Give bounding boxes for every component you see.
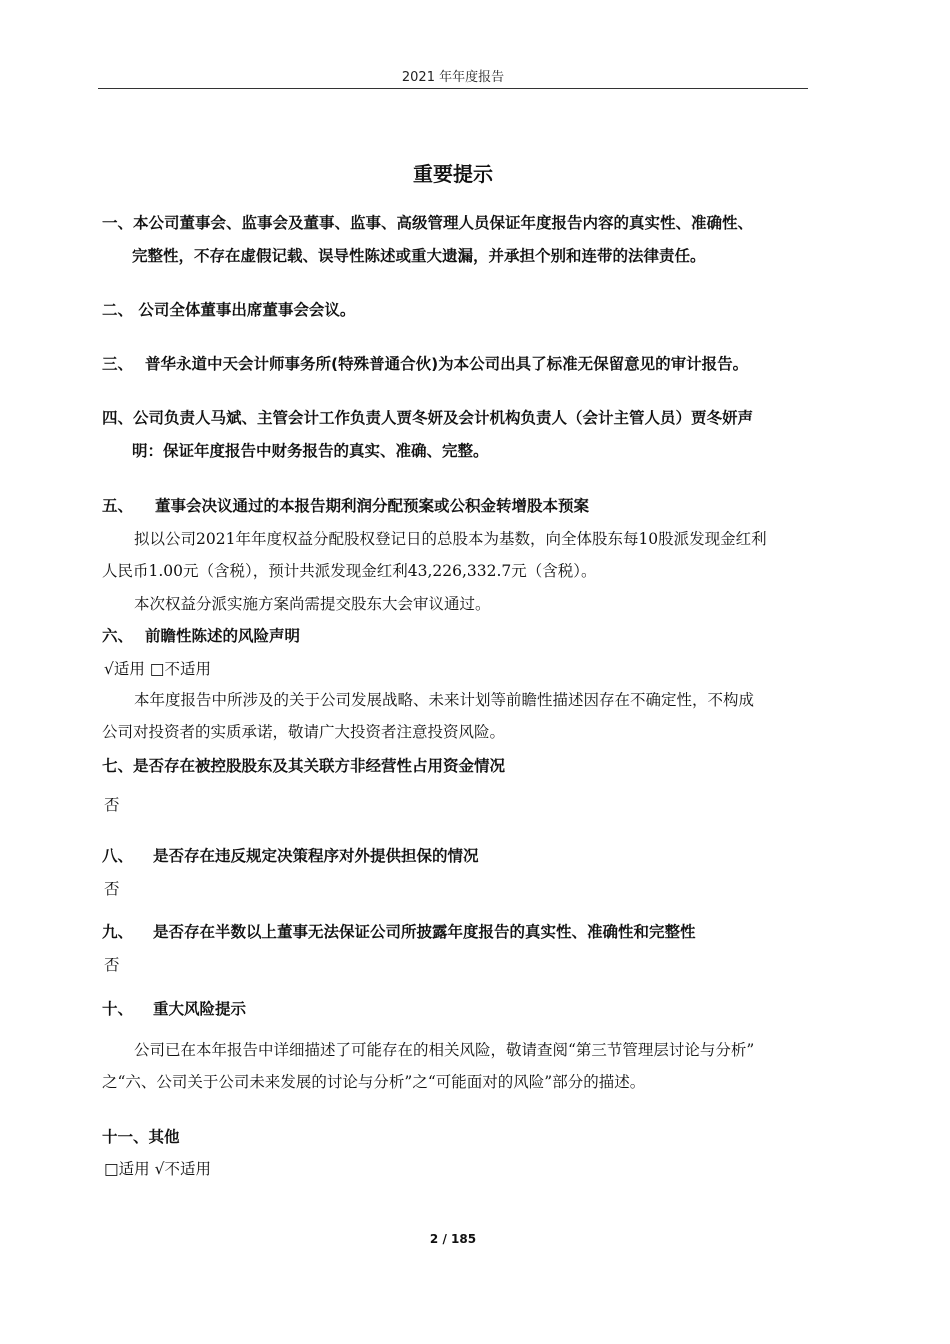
page-number: 2 / 185 — [429, 1232, 477, 1246]
header-rule — [98, 88, 808, 89]
section-9-title: 是否存在半数以上董事无法保证公司所披露年度报告的真实性、准确性和完整性 — [153, 923, 696, 941]
section-8-answer: 否 — [104, 880, 120, 898]
section-8-number: 八、 — [102, 847, 134, 865]
section-1-line-2: 完整性，不存在虚假记载、误导性陈述或重大遗漏，并承担个别和连带的法律责任。 — [132, 247, 706, 265]
section-6-number: 六、 — [102, 627, 134, 645]
section-5-paragraph-2: 本次权益分派实施方案尚需提交股东大会审议通过。 — [134, 595, 491, 613]
section-11-title: 十一、其他 — [102, 1128, 180, 1146]
section-6-title: 前瞻性陈述的风险声明 — [145, 627, 301, 645]
section-4-line-2: 明：保证年度报告中财务报告的真实、准确、完整。 — [132, 442, 489, 460]
section-5-paragraph-1-line-2: 人民币1.00元（含税），预计共派发现金红利43,226,332.7元（含税）。 — [102, 562, 597, 580]
section-3-text: 普华永道中天会计师事务所(特殊普通合伙)为本公司出具了标准无保留意见的审计报告。 — [145, 355, 749, 373]
section-10-paragraph-line-1: 公司已在本年报告中详细描述了可能存在的相关风险，敬请查阅“第三节管理层讨论与分析” — [134, 1041, 755, 1059]
section-9-number: 九、 — [102, 923, 134, 941]
section-5-title: 董事会决议通过的本报告期利润分配预案或公积金转增股本预案 — [155, 497, 590, 515]
section-1-line-1: 一、本公司董事会、监事会及董事、监事、高级管理人员保证年度报告内容的真实性、准确性、 — [102, 214, 754, 232]
section-11-applicability: □适用 √不适用 — [104, 1160, 211, 1178]
section-8-title: 是否存在违反规定决策程序对外提供担保的情况 — [153, 847, 479, 865]
section-5-paragraph-1-line-1: 拟以公司2021年年度权益分配股权登记日的总股本为基数，向全体股东每10股派发现金红利 — [134, 530, 767, 548]
section-10-paragraph-line-2: 之“六、公司关于公司未来发展的讨论与分析”之“可能面对的风险”部分的描述。 — [102, 1073, 646, 1091]
section-5-number: 五、 — [102, 497, 134, 515]
section-10-title: 重大风险提示 — [153, 1000, 247, 1018]
section-4-line-1: 四、公司负责人马斌、主管会计工作负责人贾冬妍及会计机构负责人（会计主管人员）贾冬妍声 — [102, 409, 754, 427]
section-10-number: 十、 — [102, 1000, 134, 1018]
section-9-answer: 否 — [104, 956, 120, 974]
section-2-line-1: 二、 公司全体董事出席董事会会议。 — [102, 301, 356, 319]
section-7-title: 七、是否存在被控股股东及其关联方非经营性占用资金情况 — [102, 757, 506, 775]
running-header: 2021 年年度报告 — [401, 70, 505, 85]
section-6-paragraph-line-2: 公司对投资者的实质承诺，敬请广大投资者注意投资风险。 — [102, 723, 506, 741]
page-title: 重要提示 — [413, 162, 493, 186]
section-3-number: 三、 — [102, 355, 134, 373]
section-7-answer: 否 — [104, 796, 120, 814]
section-6-applicability: √适用 □不适用 — [104, 660, 211, 678]
section-6-paragraph-line-1: 本年度报告中所涉及的关于公司发展战略、未来计划等前瞻性描述因存在不确定性，不构成 — [134, 691, 755, 709]
